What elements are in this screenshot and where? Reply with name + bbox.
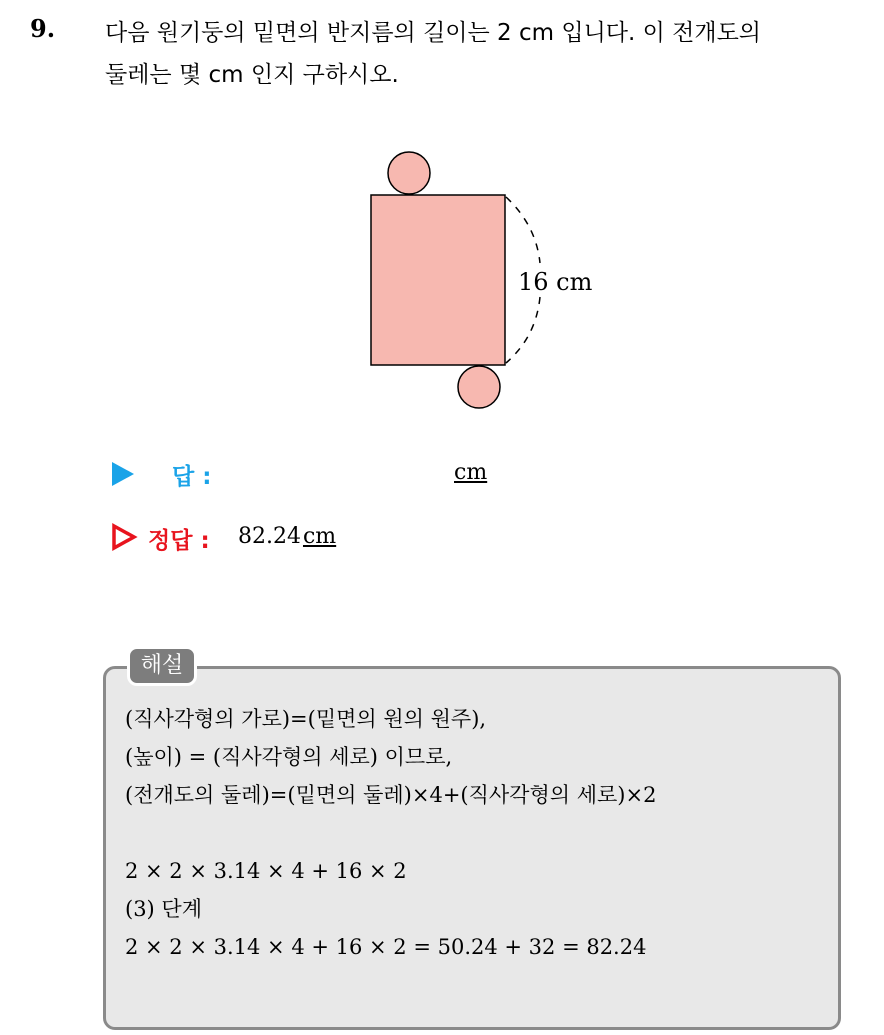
explanation-line: (직사각형의 가로)=(밑면의 원의 원주), <box>125 707 487 731</box>
cylinder-net-diagram <box>360 145 620 415</box>
explanation-line: 2 × 2 × 3.14 × 4 + 16 × 2 <box>125 859 407 883</box>
side-rectangle <box>371 195 505 365</box>
answer-unit: cm <box>454 460 488 485</box>
net-figure <box>360 145 620 415</box>
answer-label: 답 : <box>172 464 212 490</box>
explanation-line <box>125 814 825 852</box>
play-arrow-icon <box>112 462 134 486</box>
explanation-line: (높이) = (직사각형의 세로) 이므로, <box>125 745 453 769</box>
question-number: 9. <box>30 14 56 43</box>
correct-label: 정답 : <box>148 528 210 554</box>
height-label: 16 cm <box>518 268 593 296</box>
height-dashed-arc-bottom <box>506 297 540 363</box>
explanation-line: (3) 단계 <box>125 897 202 921</box>
correct-unit: cm <box>302 524 337 549</box>
explanation-line: 2 × 2 × 3.14 × 4 + 16 × 2 = 50.24 + 32 = 82.24 <box>125 935 647 959</box>
answer-row <box>108 458 608 492</box>
correct-value-group <box>238 524 336 549</box>
question-line-1: 다음 원기둥의 밑면의 반지름의 길이는 2 cm 입니다. 이 전개도의 <box>105 20 762 46</box>
outline-arrow-icon <box>110 522 138 556</box>
correct-value: 82.24 <box>238 524 301 549</box>
explanation-line: (전개도의 둘레)=(밑면의 둘레)×4+(직사각형의 세로)×2 <box>125 783 657 807</box>
top-base-circle <box>388 152 430 194</box>
correct-answer-row <box>108 522 608 556</box>
explanation-tag: 해설 <box>127 646 197 686</box>
explanation-text <box>125 700 825 966</box>
bottom-base-circle <box>458 366 500 408</box>
question-text <box>105 12 875 96</box>
height-dashed-arc-top <box>506 197 540 263</box>
question-line-2: 둘레는 몇 cm 인지 구하시오. <box>105 62 399 88</box>
